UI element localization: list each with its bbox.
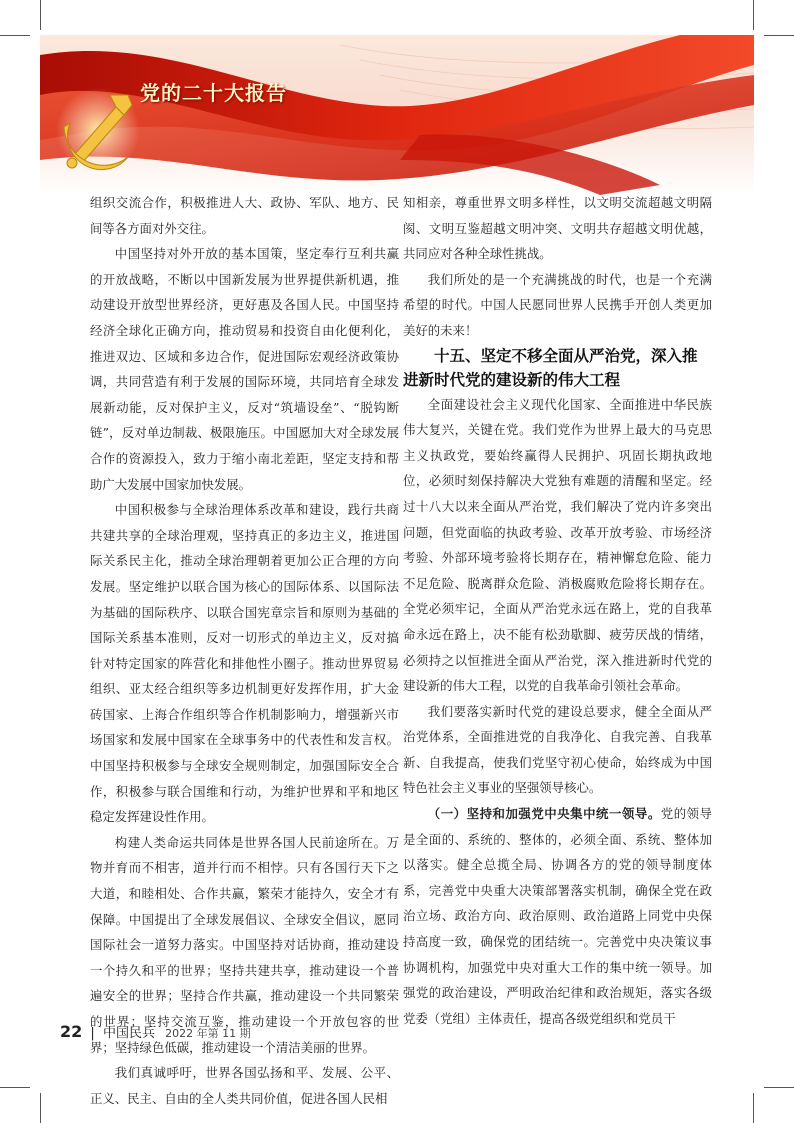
crop-mark bbox=[753, 1093, 754, 1123]
left-column bbox=[90, 190, 399, 1111]
crop-mark bbox=[40, 0, 41, 30]
footer-separator: | bbox=[90, 1026, 95, 1041]
red-ribbon-graphic bbox=[40, 35, 754, 195]
crop-mark bbox=[753, 0, 754, 30]
crop-mark bbox=[40, 1093, 41, 1123]
header-banner bbox=[40, 35, 754, 195]
paragraph bbox=[403, 801, 712, 1031]
page-number: 22 bbox=[60, 1022, 83, 1041]
right-column bbox=[403, 190, 712, 1031]
paragraph: 知相亲，尊重世界文明多样性，以文明交流超越文明隔阂、文明互鉴超越文明冲突、文明共存超越文明优越，共同应对各种全球性挑战。 bbox=[403, 195, 712, 262]
paragraph: 构建人类命运共同体是世界各国人民前途所在。万物并育而不相害，道并行而不相悖。只有各国行天下之大道，和睦相处、合作共赢，繁荣才能持久，安全才有保障。中国提出了全球发展倡议、全球安全倡议，愿同国际社会一道努力落实。中国坚持对话协商，推动建设一个持久和平的世界；坚持共建共享，推动建设一个普遍安全的世界；坚持合作共赢，推动建设一个共同繁荣的世界；坚持交流互鉴，推动建设一个开放包容的世界；坚持绿色低碳，推动建设一个清洁美丽的世界。 bbox=[90, 834, 399, 1055]
paragraph: 组织交流合作，积极推进人大、政协、军队、地方、民间等各方面对外交往。 bbox=[90, 195, 399, 236]
crop-mark bbox=[764, 35, 794, 36]
page-footer bbox=[60, 1022, 251, 1041]
magazine-name: 中国民兵 bbox=[102, 1026, 155, 1041]
paragraph: 我们所处的是一个充满挑战的时代，也是一个充满希望的时代。中国人民愿同世界人民携手开创人类更加美好的未来！ bbox=[403, 271, 712, 338]
crop-mark bbox=[0, 1087, 30, 1088]
crop-mark bbox=[0, 35, 30, 36]
paragraph: 我们真诚呼吁，世界各国弘扬和平、发展、公平、正义、民主、自由的全人类共同价值，促进各国人民相 bbox=[90, 1065, 399, 1106]
crop-mark bbox=[764, 1087, 794, 1088]
paragraph: 全面建设社会主义现代化国家、全面推进中华民族伟大复兴，关键在党。我们党作为世界上最大的马克思主义执政党，要始终赢得人民拥护、巩固长期执政地位，必须时刻保持解决大党独有难题的清醒和坚定。经过十八大以来全面从严治党，我们解决了党内许多突出问题，但党面临的执政考验、改革开放考验、市场经济考验、外部环境考验将长期存在，精神懈怠危险、能力不足危险、脱离群众危险、消极腐败危险将长期存在。全党必须牢记，全面从严治党永远在路上，党的自我革命永远在路上，决不能有松劲歇脚、疲劳厌战的情绪，必须持之以恒推进全面从严治党，深入推进新时代党的建设新的伟大工程，以党的自我革命引领社会革命。 bbox=[403, 396, 712, 694]
section-heading: 十五、坚定不移全面从严治党，深入推进新时代党的建设新的伟大工程 bbox=[403, 346, 698, 389]
paragraph: 我们要落实新时代党的建设总要求，健全全面从严治党体系，全面推进党的自我净化、自我完善、自我革新、自我提高，使我们党坚守初心使命，始终成为中国特色社会主义事业的坚强领导核心。 bbox=[403, 703, 712, 796]
section-title: 党的二十大报告 bbox=[140, 81, 287, 105]
subsection-heading: （一）坚持和加强党中央集中统一领导。 bbox=[427, 806, 661, 822]
issue-label: 2022 年第 11 期 bbox=[165, 1027, 251, 1040]
paragraph: 中国积极参与全球治理体系改革和建设，践行共商共建共享的全球治理观，坚持真正的多边主义，推进国际关系民主化，推动全球治理朝着更加公正合理的方向发展。坚定维护以联合国为核心的国际体系、以国际法为基础的国际秩序、以联合国宪章宗旨和原则为基础的国际关系基本准则，反对一切形式的单边主义，反对搞针对特定国家的阵营化和排他性小圈子。推动世界贸易组织、亚太经合组织等多边机制更好发挥作用，扩大金砖国家、上海合作组织等合作机制影响力，增强新兴市场国家和发展中国家在全球事务中的代表性和发言权。中国坚持积极参与全球安全规则制定，加强国际安全合作，积极参与联合国维和行动，为维护世界和平和地区稳定发挥建设性作用。 bbox=[90, 502, 399, 825]
subsection-text: 党的领导是全面的、系统的、整体的，必须全面、系统、整体加以落实。健全总揽全局、协调各方的党的领导制度体系，完善党中央重大决策部署落实机制，确保全党在政治立场、政治方向、政治原则、政治道路上同党中央保持高度一致，确保党的团结统一。完善党中央决策议事协调机构，加强党中央对重大工作的集中统一领导。加强党的政治建设，严明政治纪律和政治规矩，落实各级党委（党组）主体责任，提高各级党组织和党员干 bbox=[403, 806, 713, 1026]
paragraph: 中国坚持对外开放的基本国策，坚定奉行互利共赢的开放战略，不断以中国新发展为世界提供新机遇，推动建设开放型世界经济，更好惠及各国人民。中国坚持经济全球化正确方向，推动贸易和投资自由化便利化，推进双边、区域和多边合作，促进国际宏观经济政策协调，共同营造有利于发展的国际环境，共同培育全球发展新动能，反对保护主义，反对“筑墙设垒”、“脱钩断链”，反对单边制裁、极限施压。中国愿加大对全球发展合作的资源投入，致力于缩小南北差距，坚定支持和帮助广大发展中国家加快发展。 bbox=[90, 246, 399, 492]
